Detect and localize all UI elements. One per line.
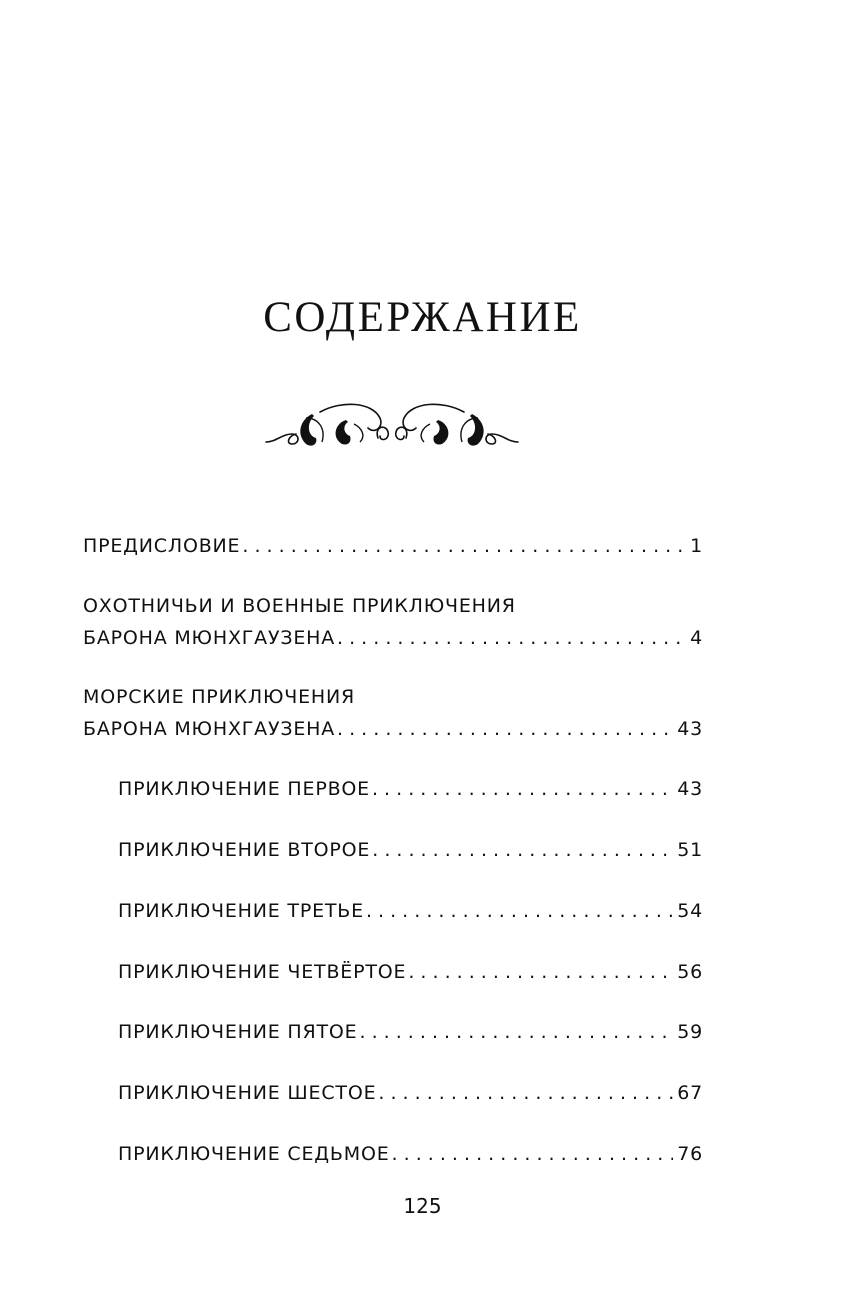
dot-leader: [366, 898, 673, 924]
toc-page-number: 54: [677, 900, 703, 922]
dot-leader: [392, 1141, 674, 1167]
page-number: 125: [403, 1194, 442, 1218]
dot-leader: [408, 959, 673, 985]
toc-entry-title: ПРИКЛЮЧЕНИЕ ТРЕТЬЕ: [118, 900, 364, 922]
dot-leader: [242, 533, 686, 559]
toc-page-number: 1: [690, 535, 703, 557]
toc-entry-title: МОРСКИЕ ПРИКЛЮЧЕНИЯ: [83, 686, 355, 708]
toc-entry-adventure-7[interactable]: [118, 1141, 703, 1167]
toc-entry-title: БАРОНА МЮНХГАУЗЕНА: [83, 718, 336, 740]
toc-entry-title: БАРОНА МЮНХГАУЗЕНА: [83, 627, 336, 649]
toc-entry-title: ПРИКЛЮЧЕНИЕ СЕДЬМОЕ: [118, 1143, 390, 1165]
toc-entry-title: ПРИКЛЮЧЕНИЕ ПЕРВОЕ: [118, 778, 370, 800]
toc-page-number: 43: [677, 778, 703, 800]
toc-entry-sea[interactable]: [83, 716, 703, 742]
page-title: СОДЕРЖАНИЕ: [263, 294, 582, 341]
toc-page-number: 76: [677, 1143, 703, 1165]
toc-entry-title: ПРИКЛЮЧЕНИЕ ШЕСТОЕ: [118, 1082, 377, 1104]
toc-entry-adventure-1[interactable]: [118, 776, 703, 802]
toc-page-number: 51: [677, 839, 703, 861]
dot-leader: [359, 1019, 673, 1045]
toc-entry-hunting-title-line-1[interactable]: [83, 593, 703, 619]
toc-entry-title: ПРИКЛЮЧЕНИЕ ЧЕТВЁРТОЕ: [118, 961, 407, 983]
toc-page-number: 4: [690, 627, 703, 649]
toc-entry-adventure-2[interactable]: [118, 837, 703, 863]
toc-entry-adventure-5[interactable]: [118, 1019, 703, 1045]
toc-entry-adventure-3[interactable]: [118, 898, 703, 924]
dot-leader: [378, 1080, 673, 1106]
toc-entry-title: ПРИКЛЮЧЕНИЕ ПЯТОЕ: [118, 1021, 358, 1043]
toc-entry-preface[interactable]: [83, 533, 703, 559]
toc-entry-sea-title-line-1[interactable]: [83, 684, 703, 710]
toc-entry-title: ПРИКЛЮЧЕНИЕ ВТОРОЕ: [118, 839, 371, 861]
dot-leader: [337, 625, 686, 651]
toc-entry-adventure-4[interactable]: [118, 959, 703, 985]
toc-entry-title: ОХОТНИЧЬИ И ВОЕННЫЕ ПРИКЛЮЧЕНИЯ: [83, 595, 516, 617]
toc-page-number: 67: [677, 1082, 703, 1104]
dot-leader: [337, 716, 673, 742]
toc-page-number: 43: [677, 718, 703, 740]
toc-entry-hunting[interactable]: [83, 625, 703, 651]
toc-page-number: 56: [677, 961, 703, 983]
toc-entry-title: ПРЕДИСЛОВИЕ: [83, 535, 241, 557]
dot-leader: [372, 776, 673, 802]
toc-page-number: 59: [677, 1021, 703, 1043]
dot-leader: [372, 837, 673, 863]
toc-entry-adventure-6[interactable]: [118, 1080, 703, 1106]
flourish-ornament-icon: [262, 398, 522, 458]
